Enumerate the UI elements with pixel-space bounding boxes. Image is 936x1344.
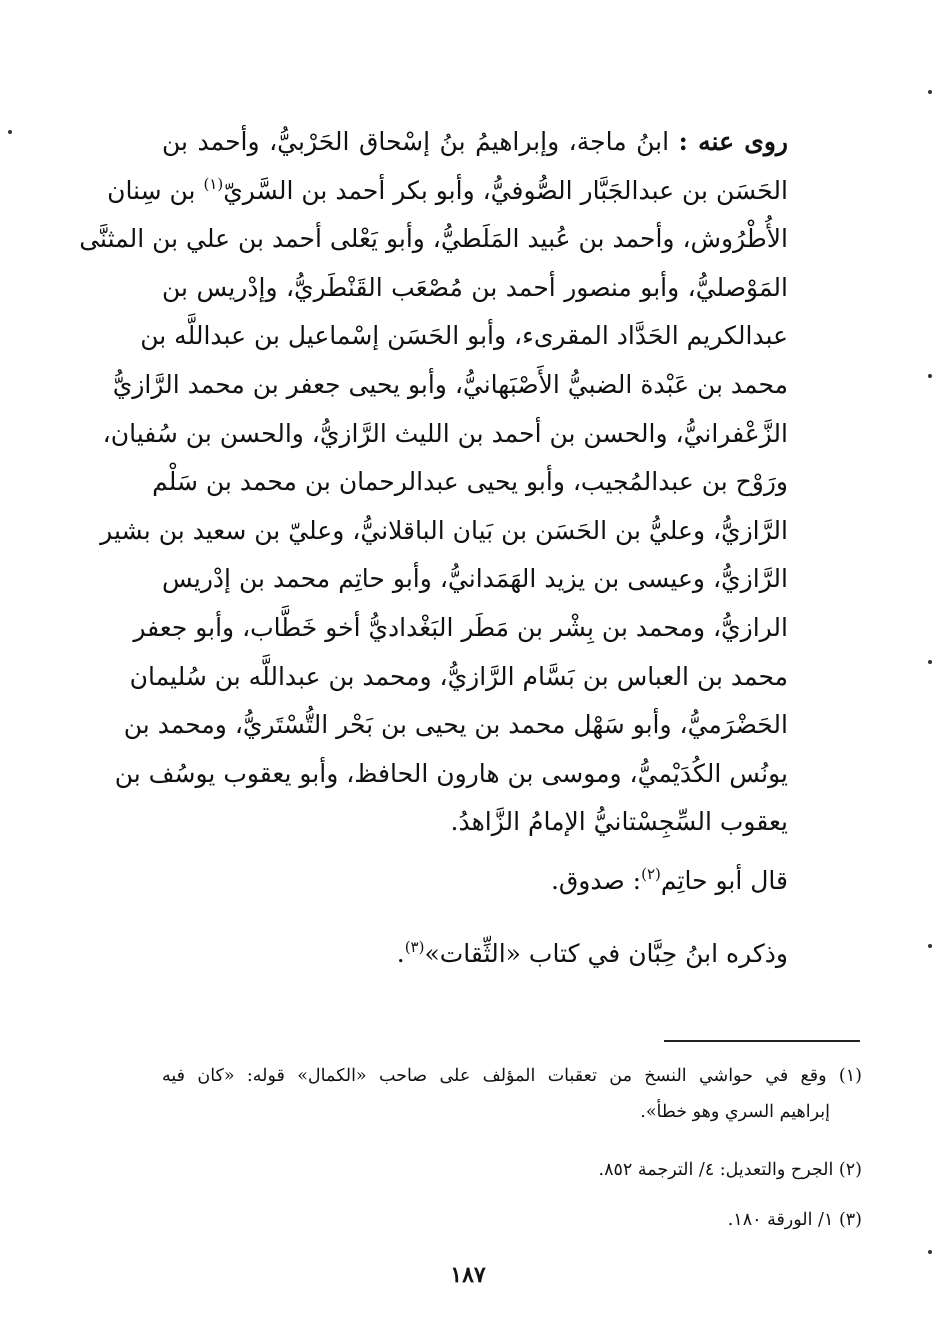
- page-number: ١٨٧: [450, 1262, 486, 1288]
- statement-text: .: [396, 939, 405, 968]
- line-text: الحَسَن بن عبدالجَبَّار الصُّوفيُّ، وأبو بكر أحمد بن السَّريّ: [223, 175, 788, 205]
- footnote-marker: (٢): [641, 865, 661, 883]
- text-line: ورَوْح بن عبدالمُجيب، وأبو يحيى عبدالرحمان بن محمد بن سَلْم: [152, 467, 788, 497]
- statement-text: قال أبو حاتِم: [660, 866, 788, 895]
- text-line: الرَّازيُّ، وعليُّ بن الحَسَن بن بَيان الباقلانيُّ، وعليّ بن سعيد بن بشير: [100, 515, 788, 545]
- scan-speck: [928, 660, 932, 664]
- text-line: [107, 167, 788, 216]
- text-line: يونُس الكُدَيْميُّ، وموسى بن هارون الحافظ، وأبو يعقوب يوسُف بن: [114, 758, 788, 788]
- text-line: الرَّازيُّ، وعيسى بن يزيد الهَمَدانيُّ، وأبو حاتِم محمد بن إدْريس: [162, 564, 788, 594]
- text-line: الحَضْرَميُّ، وأبو سَهْل محمد بن يحيى بن بَحْر التُّسْتَريُّ، ومحمد بن: [123, 710, 788, 740]
- scan-speck: [928, 90, 932, 94]
- abu-hatim-statement: [551, 866, 788, 895]
- footnote-3: (٣) ١/ الورقة ١٨٠.: [727, 1210, 862, 1230]
- footnote-1-continuation: إبراهيم السري وهو خطأ».: [640, 1102, 830, 1122]
- scan-speck: [928, 374, 932, 378]
- line-text: بن سِنان: [107, 175, 204, 205]
- text-line: محمد بن العباس بن بَسَّام الرَّازيُّ، ومحمد بن عبداللَّه بن سُليمان: [129, 661, 788, 691]
- text-line: المَوْصليُّ، وأبو منصور أحمد بن مُصْعَب القَنْطَريُّ، وإدْريس بن: [162, 272, 788, 302]
- statement-text: وذكره ابنُ حِبَّان في كتاب «الثِّقات»: [424, 939, 788, 968]
- text-line: الأُطْرُوش، وأحمد بن عُبيد المَلَطيُّ، وأبو يَعْلى أحمد بن علي بن المثنَّى: [79, 224, 788, 254]
- text-line: الرازيُّ، ومحمد بن بِشْر بن مَطَر البَغْداديُّ أخو خَطَّاب، وأبو جعفر: [133, 612, 788, 642]
- statement-text: : صدوق.: [550, 866, 642, 895]
- text-line: يعقوب السِّجِسْتانيُّ الإمامُ الزَّاهدُ.: [450, 807, 788, 837]
- narrators-paragraph: [79, 118, 788, 847]
- text-line: محمد بن عَبْدة الضبيُّ الأَصْبَهانيُّ، وأبو يحيى جعفر بن محمد الرَّازيُّ: [112, 369, 788, 399]
- scan-speck: [8, 130, 12, 134]
- text-line: [162, 118, 788, 167]
- section-lead: روى عنه :: [678, 127, 788, 156]
- line-text: ابنُ ماجة، وإبراهيمُ بنُ إسْحاق الحَرْبيُّ، وأحمد بن: [162, 127, 679, 156]
- footnotes: [162, 1058, 862, 1238]
- footnote-separator: [664, 1040, 860, 1042]
- text-line: عبدالكريم الحَدَّاد المقرىء، وأبو الحَسَن إسْماعيل بن عبداللَّه بن: [140, 321, 788, 351]
- footnote-marker: (٣): [404, 938, 425, 956]
- scan-speck: [928, 944, 932, 948]
- footnote-marker: (١): [203, 174, 224, 193]
- footnote-1: (١) وقع في حواشي النسخ من تعقبات المؤلف على صاحب «الكمال» قوله: «كان فيه: [162, 1066, 862, 1086]
- scan-speck: [928, 1250, 932, 1254]
- ibn-hibban-statement: [397, 939, 788, 968]
- text-line: الزَّعْفرانيُّ، والحسن بن أحمد بن الليث الرَّازيُّ، والحسن بن سُفيان،: [102, 418, 788, 448]
- footnote-2: (٢) الجرح والتعديل: ٤/ الترجمة ٨٥٢.: [598, 1160, 862, 1180]
